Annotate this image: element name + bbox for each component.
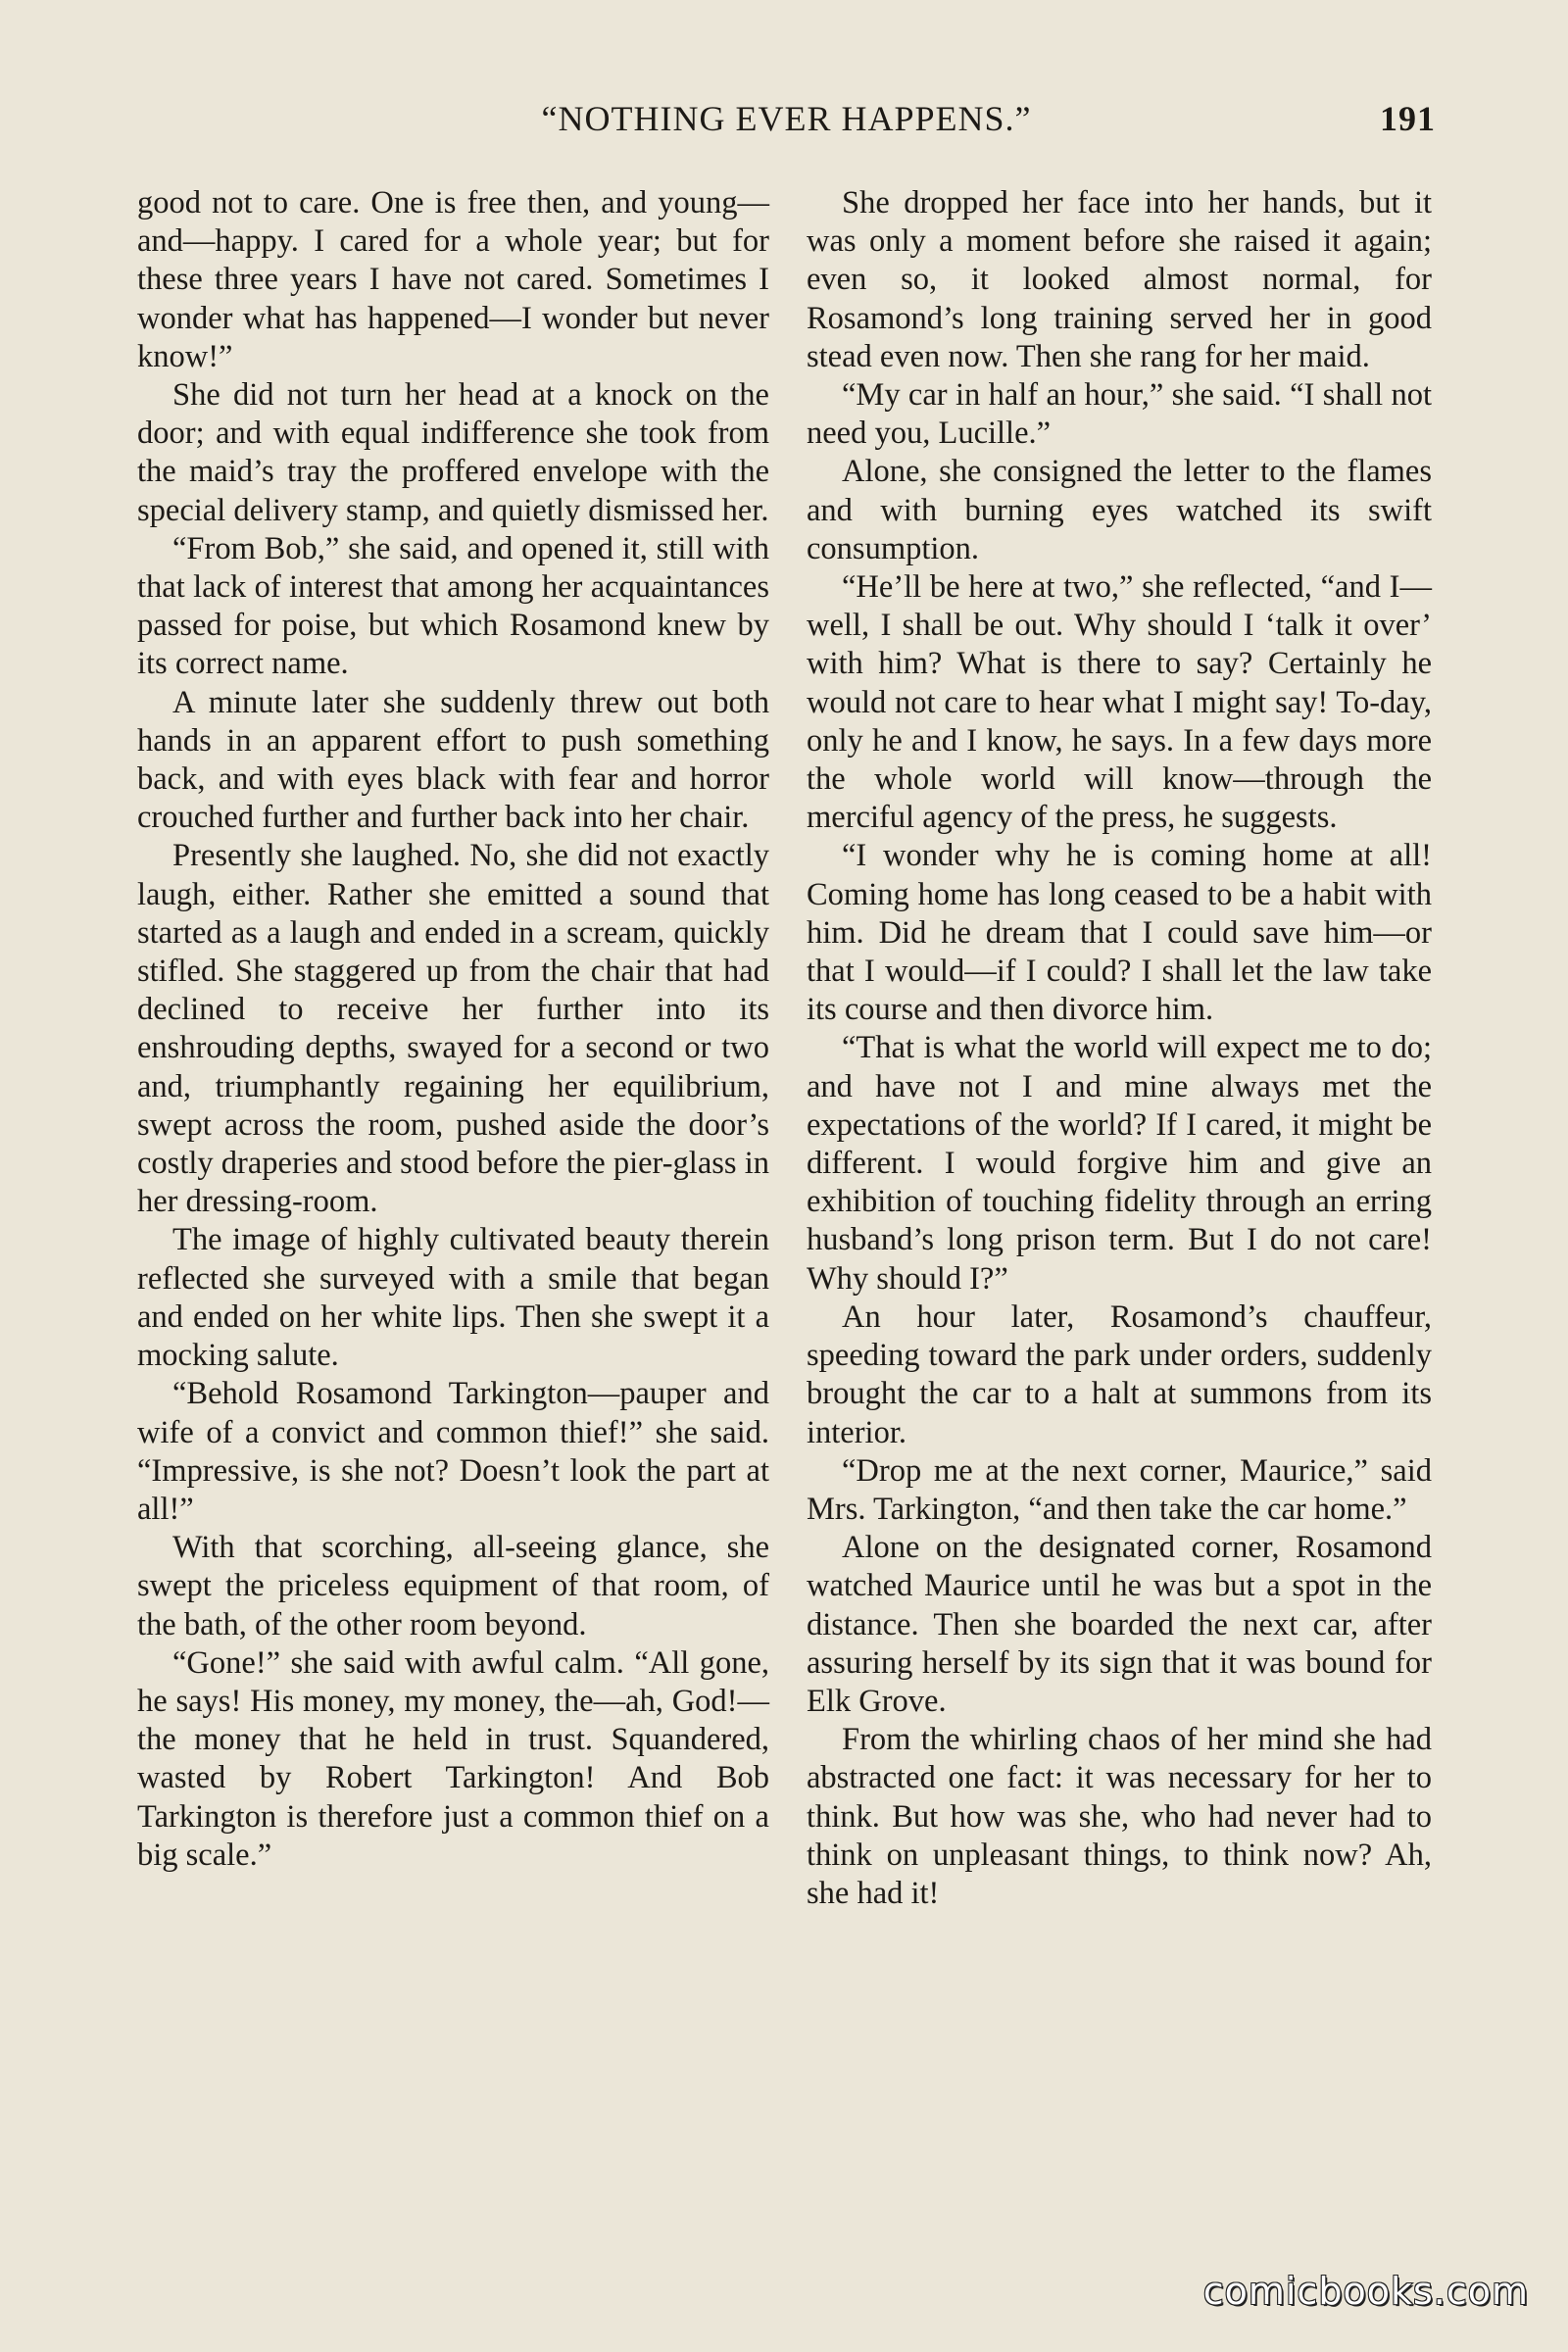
left-column [137,184,769,1875]
paragraph: The image of highly cultivated beauty therein reflected she surveyed with a smile that began and ended on her white lips. Then she swept it a mocking salute. [137,1222,769,1374]
paragraph: With that scorching, all-seeing glance, she swept the priceless equipment of that room, of the bath, of the other room beyond. [137,1530,769,1642]
page-number: 191 [1380,99,1436,138]
paragraph: “He’ll be here at two,” she reflected, “and I—well, I shall be out. Why should I ‘talk it over’ with him? What is there to say? Certainly he would not care to hear what I might say! To-day, only he and I know, he says. In a few days more the whole world will know—through the merciful agency of the press, he suggests. [807,569,1432,836]
paragraph: Alone on the designated corner, Rosamond watched Maurice until he was but a spot in the distance. Then she boarded the next car, after assuring herself by its sign that it was bound for Elk Grove. [807,1530,1432,1719]
running-head [137,98,1436,147]
watermark: comicbooks.com [1202,2270,1529,2313]
paragraph: “Behold Rosamond Tarkington—pauper and wife of a convict and common thief!” she said. “Impressive, is she not? Doesn’t look the part at all!” [137,1376,769,1527]
paragraph: An hour later, Rosamond’s chauffeur, speeding toward the park under orders, suddenly brought the car to a halt at summons from its interior. [807,1298,1432,1450]
paragraph: good not to care. One is free then, and young—and—happy. I cared for a whole year; but for these three years I have not cared. Sometimes I wonder what has happened—I wonder but never know!” [137,185,769,374]
right-column [807,184,1432,1913]
paragraph: “That is what the world will expect me to do; and have not I and mine always met the expectations of the world? If I cared, it might be different. I would forgive him and give an exhibition of touching fidelity through an erring husband’s long prison term. But I do not care! Why should I?” [807,1030,1432,1297]
paragraph: “My car in half an hour,” she said. “I shall not need you, Lucille.” [807,377,1432,452]
paragraph: Alone, she consigned the letter to the flames and with burning eyes watched its swift consumption. [807,454,1432,566]
paragraph: “Gone!” she said with awful calm. “All gone, he says! His money, my money, the—ah, God!—the money that he held in trust. Squandered, wasted by Robert Tarkington! And Bob Tarkington is therefore just a common thief on a big scale.” [137,1644,769,1873]
paragraph: From the whirling chaos of her mind she had abstracted one fact: it was necessary for her to think. But how was she, who had never had to think on unpleasant things, to think now? Ah, she had it! [807,1722,1432,1911]
paragraph: “From Bob,” she said, and opened it, still with that lack of interest that among her acquaintances passed for poise, but which Rosamond knew by its correct name. [137,530,769,682]
paragraph: She dropped her face into her hands, but it was only a moment before she raised it again; even so, it looked almost normal, for Rosamond’s long training served her in good stead even now. Then she rang for her maid. [807,185,1432,374]
paragraph: Presently she laughed. No, she did not exactly laugh, either. Rather she emitted a sound that started as a laugh and ended in a scream, quickly stifled. She staggered up from the chair that had declined to receive her further into its enshrouding depths, swayed for a second or two and, triumphantly regaining her equilibrium, swept across the room, pushed aside the door’s costly draperies and stood before the pier-glass in her dressing-room. [137,838,769,1220]
paragraph: She did not turn her head at a knock on the door; and with equal indifference she took from the maid’s tray the proffered envelope with the special delivery stamp, and quietly dismissed her. [137,377,769,528]
paragraph: “I wonder why he is coming home at all! Coming home has long ceased to be a habit with him. Did he dream that I could save him—or that I would—if I could? I shall let the law take its course and then divorce him. [807,838,1432,1028]
running-title: “NOTHING EVER HAPPENS.” [541,99,1032,138]
paragraph: “Drop me at the next corner, Maurice,” said Mrs. Tarkington, “and then take the car home.” [807,1452,1432,1527]
paragraph: A minute later she suddenly threw out both hands in an apparent effort to push something back, and with eyes black with fear and horror crouched further and further back into her chair. [137,684,769,836]
